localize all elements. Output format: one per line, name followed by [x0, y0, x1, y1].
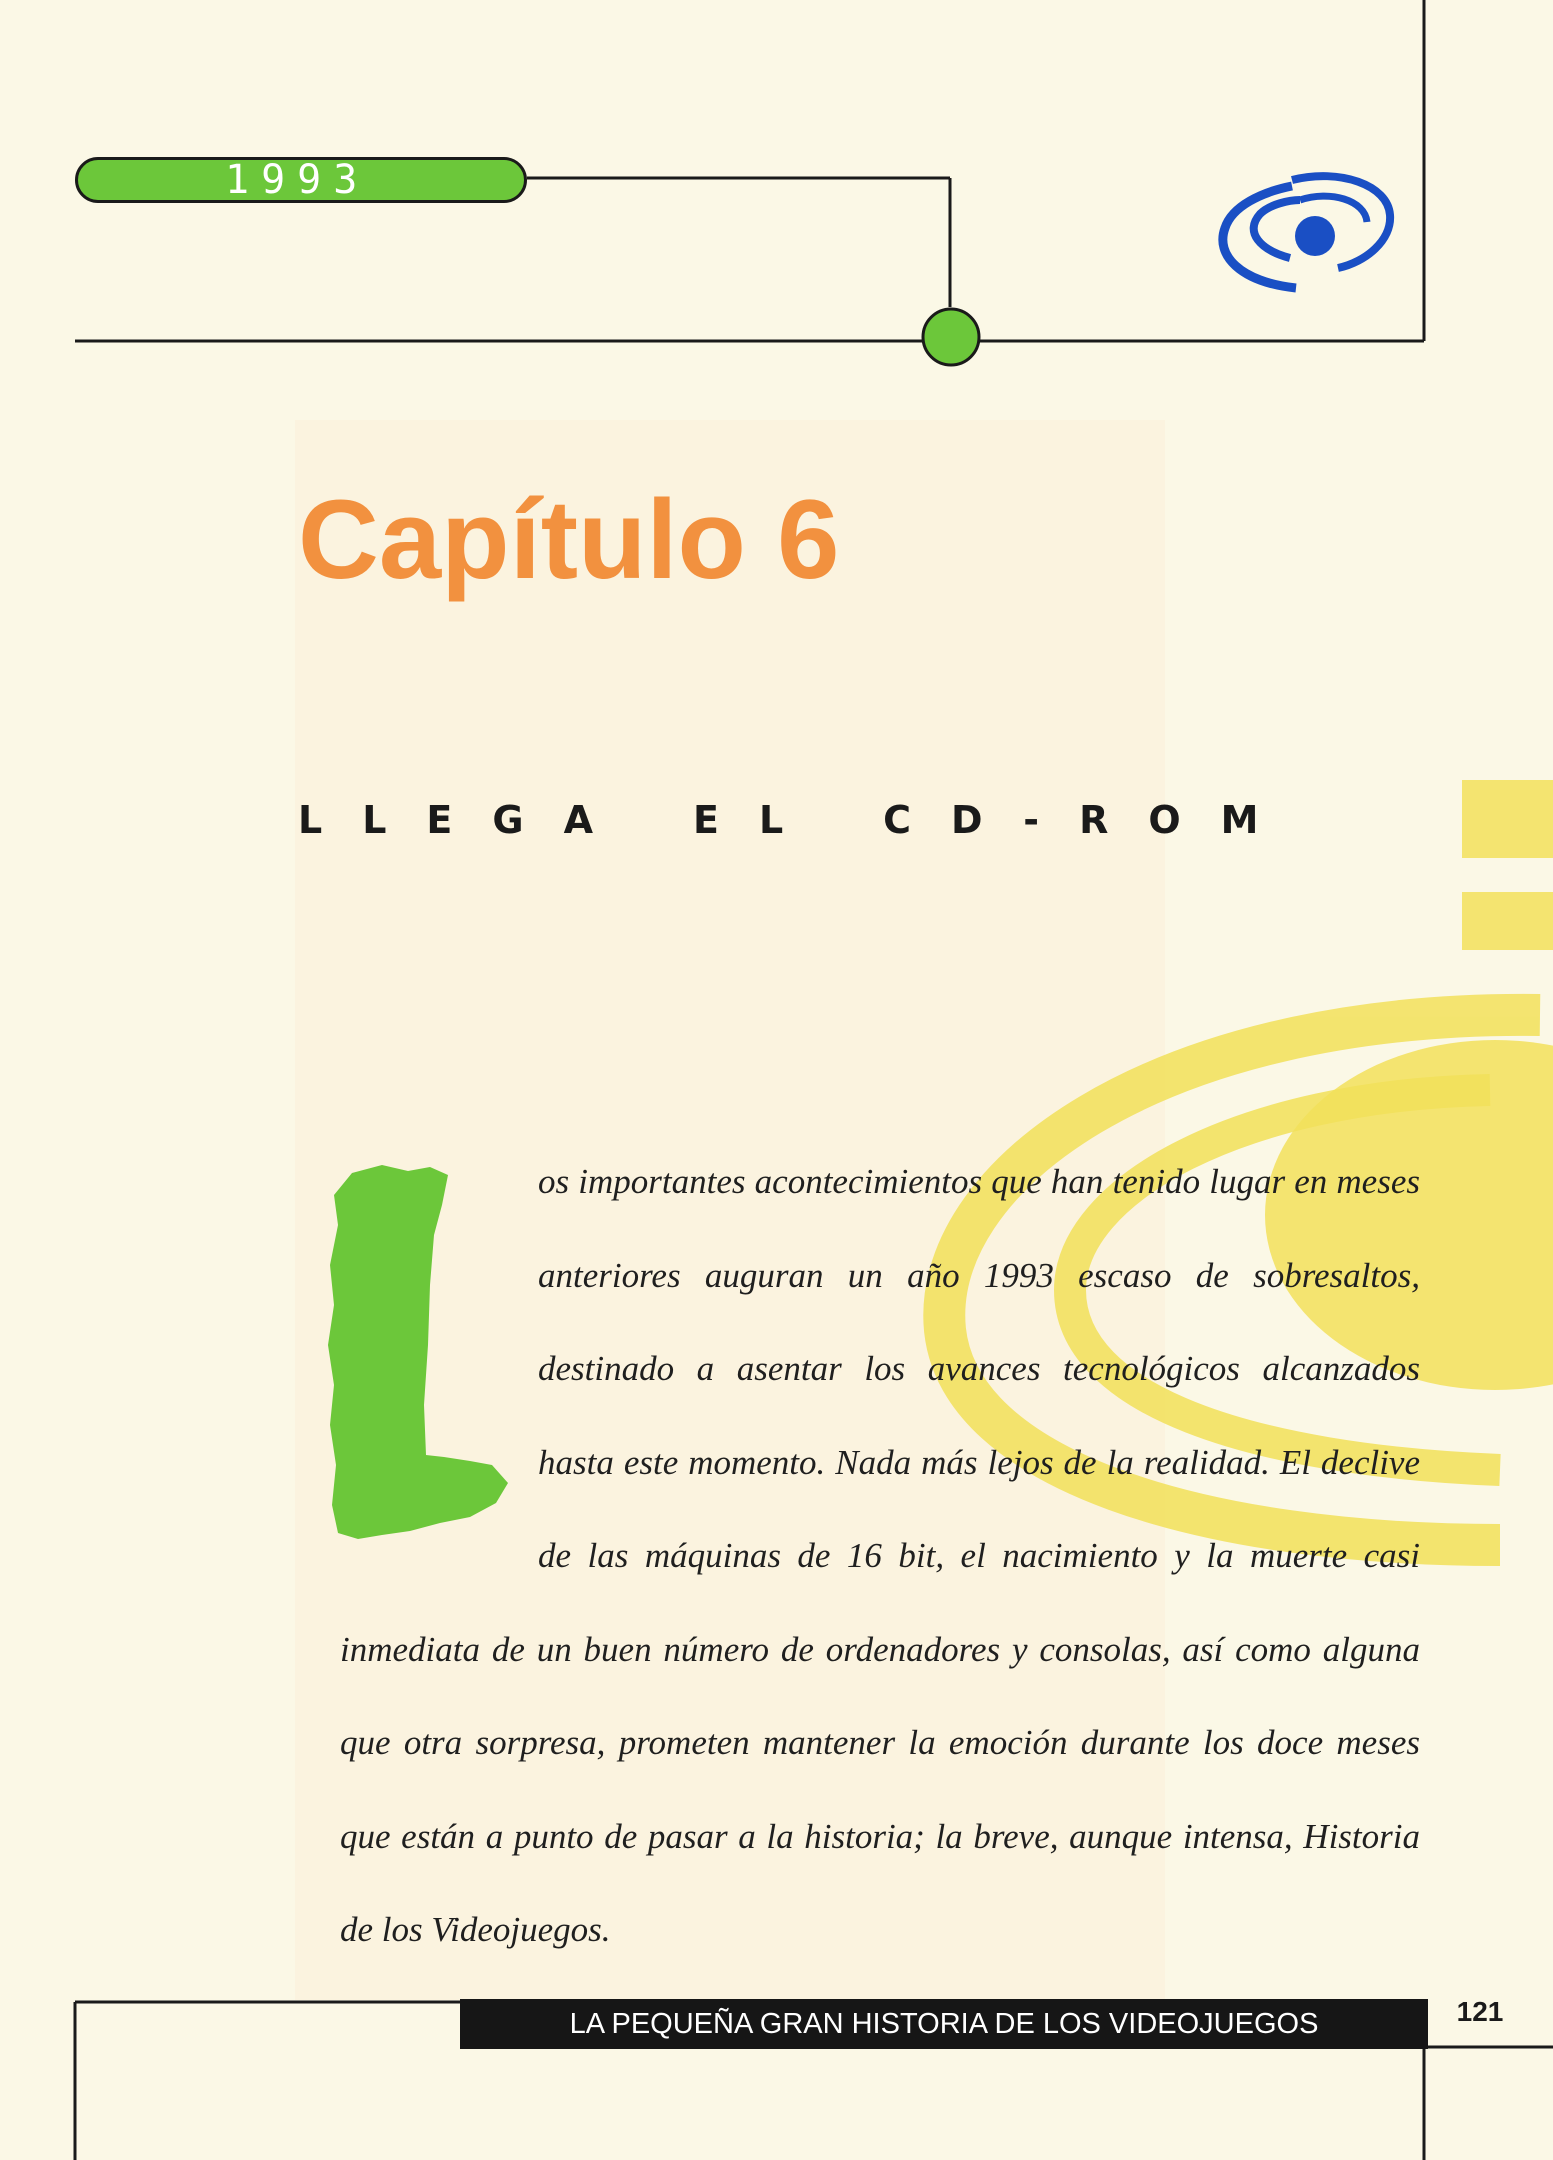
chapter-title: Capítulo 6 — [298, 477, 840, 602]
page-number: 121 — [1456, 1996, 1504, 2027]
intro-paragraph: os importantes acontecimientos que han tenido lugar en meses anteriores auguran un año 1993 escaso de sobresaltos, destinado a asentar los avances tecnológicos alcanzados hasta este momento. Nada más lejos de la realidad. El declive de las máquinas de 16 bit, el nacimiento y la muerte casi inmediata de un buen número de ordenadores y consolas, así como alguna que otra sorpresa, prometen mantener la emoción durante los doce meses que están a punto de pasar a la historia; la breve, aunque intensa, Historia de los Videojuegos. — [340, 1162, 1420, 1949]
year-label: 1993 — [225, 157, 370, 203]
subtitle-word-3: CD-ROM — [883, 798, 1299, 842]
cd-disc-logo-icon — [1223, 176, 1390, 288]
subtitle-word-1: LLEGA — [298, 798, 633, 842]
subtitle-word-2: EL — [693, 798, 824, 842]
yellow-block-top — [1462, 780, 1553, 858]
yellow-block-middle — [1462, 892, 1553, 950]
footer-book-title: LA PEQUEÑA GRAN HISTORIA DE LOS VIDEOJUEGOS — [569, 2008, 1319, 2040]
chapter-subtitle — [298, 795, 1428, 845]
connector-node — [923, 309, 979, 365]
